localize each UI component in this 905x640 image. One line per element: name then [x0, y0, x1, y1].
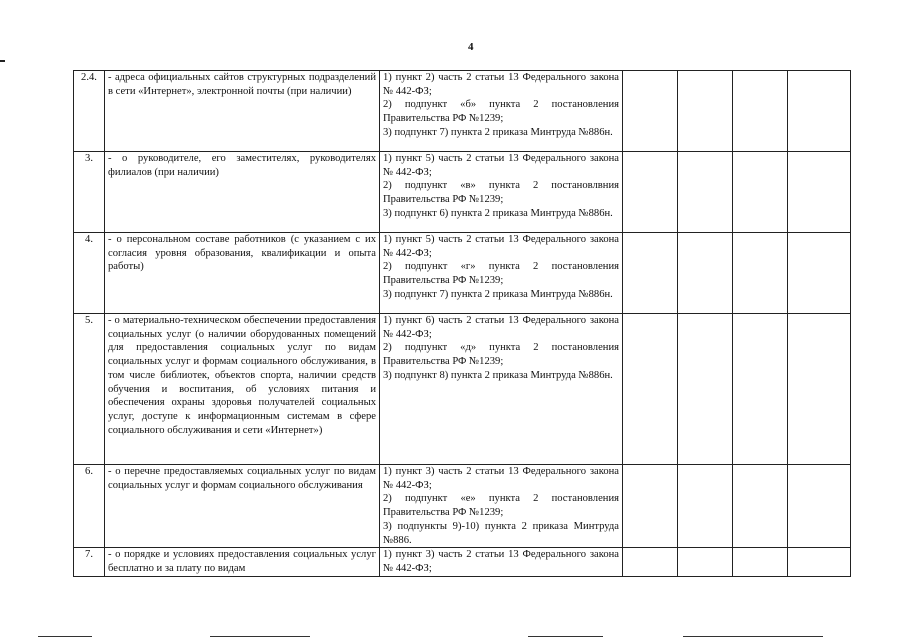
empty-cell	[623, 71, 678, 152]
legal-ref: 3) подпункты 9)-10) пункта 2 приказа Минтруда №886.	[383, 520, 619, 546]
legal-basis	[380, 152, 623, 233]
empty-cell	[788, 152, 851, 233]
info-item: - о персональном составе работников (с указанием с их согласия уровня образования, квалификации и опыта работы)	[105, 233, 380, 314]
scan-mark	[0, 60, 5, 62]
legal-ref: 3) подпункт 7) пункта 2 приказа Минтруда №886н.	[383, 126, 613, 138]
empty-cell	[733, 548, 788, 577]
empty-cell	[623, 548, 678, 577]
requirements-table	[73, 70, 851, 577]
info-item: - о перечне предоставляемых социальных услуг по видам социальных услуг и формам социального обслуживания	[105, 465, 380, 548]
legal-ref: 3) подпункт 8) пункта 2 приказа Минтруда №886н.	[383, 369, 613, 381]
legal-basis	[380, 233, 623, 314]
empty-cell	[623, 233, 678, 314]
empty-cell	[788, 71, 851, 152]
legal-ref: 2) подпункт «е» пункта 2 постановления Правительства РФ №1239;	[383, 493, 619, 519]
empty-cell	[678, 152, 733, 233]
empty-cell	[733, 314, 788, 465]
empty-cell	[788, 465, 851, 548]
table-row	[74, 233, 851, 314]
empty-cell	[788, 314, 851, 465]
legal-ref: 1) пункт 5) часть 2 статьи 13 Федерального закона № 442-ФЗ;	[383, 153, 619, 178]
table-row	[74, 548, 851, 577]
empty-cell	[788, 548, 851, 577]
legal-ref: 1) пункт 2) часть 2 статьи 13 Федерального закона № 442-ФЗ;	[383, 72, 619, 97]
empty-cell	[733, 152, 788, 233]
empty-cell	[733, 71, 788, 152]
page-number: 4	[468, 41, 474, 53]
legal-ref: 1) пункт 3) часть 2 статьи 13 Федерального закона № 442-ФЗ;	[383, 466, 619, 491]
empty-cell	[733, 465, 788, 548]
scan-edge-line	[683, 636, 823, 637]
legal-ref: 3) подпункт 7) пункта 2 приказа Минтруда №886н.	[383, 288, 613, 300]
legal-ref: 1) пункт 3) часть 2 статьи 13 Федерального закона № 442-ФЗ;	[383, 549, 619, 574]
legal-basis	[380, 314, 623, 465]
empty-cell	[678, 71, 733, 152]
legal-ref: 1) пункт 5) часть 2 статьи 13 Федерального закона № 442-ФЗ;	[383, 234, 619, 259]
empty-cell	[623, 465, 678, 548]
info-item: - адреса официальных сайтов структурных подразделений в сети «Интернет», электронной почты (при наличии)	[105, 71, 380, 152]
table-row	[74, 465, 851, 548]
scan-edge-line	[38, 636, 92, 637]
empty-cell	[678, 233, 733, 314]
info-item: - о порядке и условиях предоставления социальных услуг бесплатно и за плату по видам	[105, 548, 380, 577]
info-item: - о руководителе, его заместителях, руководителях филиалов (при наличии)	[105, 152, 380, 233]
empty-cell	[678, 314, 733, 465]
empty-cell	[733, 233, 788, 314]
scan-edge-line	[210, 636, 310, 637]
legal-basis	[380, 71, 623, 152]
empty-cell	[678, 465, 733, 548]
empty-cell	[788, 233, 851, 314]
table-row	[74, 71, 851, 152]
legal-ref: 2) подпункт «д» пункта 2 постановления Правительства РФ №1239;	[383, 342, 619, 368]
legal-basis	[380, 465, 623, 548]
scan-edge-line	[528, 636, 603, 637]
legal-ref: 2) подпункт «г» пункта 2 постановления Правительства РФ №1239;	[383, 261, 619, 287]
legal-ref: 1) пункт 6) часть 2 статьи 13 Федерального закона № 442-ФЗ;	[383, 315, 619, 340]
legal-basis	[380, 548, 623, 577]
row-number: 5.	[74, 314, 105, 465]
legal-ref: 2) подпункт «б» пункта 2 постановления Правительства РФ №1239;	[383, 99, 619, 125]
row-number: 3.	[74, 152, 105, 233]
empty-cell	[623, 152, 678, 233]
info-item: - о материально-техническом обеспечении предоставления социальных услуг (о наличии оборудованных помещений для предоставления социальных услуг по видам социальных услуг и формам социального обслуживания, в том числе библиотек, объектов спорта, наличии средств обучения и воспитания, об условиях питания и обеспечения охраны здоровья получателей социальных услуг, доступе к информационным системам в сфере социального обслуживания и сети «Интернет»)	[105, 314, 380, 465]
row-number: 7.	[74, 548, 105, 577]
legal-ref: 2) подпункт «в» пункта 2 постановлвния Правительства РФ №1239;	[383, 180, 619, 206]
row-number: 4.	[74, 233, 105, 314]
row-number: 2.4.	[74, 71, 105, 152]
row-number: 6.	[74, 465, 105, 548]
legal-ref: 3) подпункт 6) пункта 2 приказа Минтруда №886н.	[383, 207, 613, 219]
table-row	[74, 152, 851, 233]
table-row	[74, 314, 851, 465]
empty-cell	[623, 314, 678, 465]
empty-cell	[678, 548, 733, 577]
